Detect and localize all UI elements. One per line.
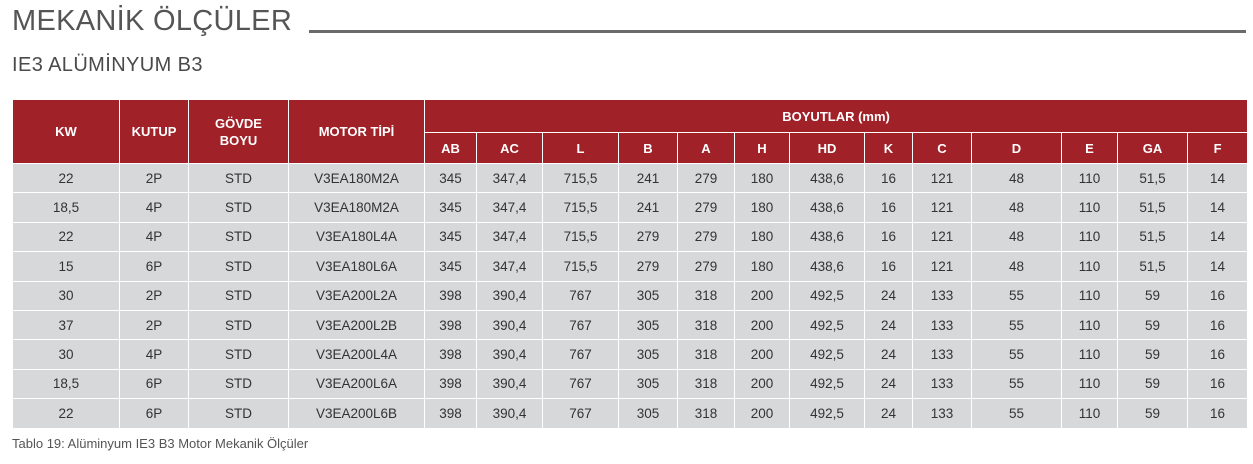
table-cell: 48 [972, 252, 1062, 281]
table-cell: 110 [1062, 222, 1118, 251]
table-row [13, 281, 1248, 310]
table-cell: 14 [1188, 164, 1248, 193]
table-row [13, 399, 1248, 428]
table-cell: V3EA180L6A [289, 252, 425, 281]
table-row [13, 310, 1248, 339]
table-cell: V3EA200L2A [289, 281, 425, 310]
table-cell: 279 [619, 222, 678, 251]
table-cell: STD [189, 193, 289, 222]
table-cell: V3EA200L6B [289, 399, 425, 428]
table-cell: 767 [543, 399, 619, 428]
table-cell: 305 [619, 340, 678, 369]
table-cell: 14 [1188, 252, 1248, 281]
title-row [12, 4, 1246, 40]
table-cell: 55 [972, 310, 1062, 339]
header-row-top [13, 100, 1248, 133]
table-cell: 492,5 [790, 340, 865, 369]
table-cell: STD [189, 164, 289, 193]
table-cell: 438,6 [790, 164, 865, 193]
table-cell: 492,5 [790, 369, 865, 398]
table-cell: 200 [735, 369, 790, 398]
header-dim-h: H [735, 133, 790, 164]
header-dim-ga: GA [1118, 133, 1188, 164]
table-cell: 59 [1118, 310, 1188, 339]
table-cell: 24 [865, 281, 913, 310]
table-cell: 318 [678, 369, 735, 398]
table-cell: 15 [13, 252, 120, 281]
table-cell: 30 [13, 281, 120, 310]
table-cell: 110 [1062, 252, 1118, 281]
table-cell: 59 [1118, 281, 1188, 310]
table-cell: 492,5 [790, 310, 865, 339]
table-cell: 398 [425, 399, 477, 428]
table-cell: 492,5 [790, 281, 865, 310]
header-kutup: KUTUP [120, 100, 189, 164]
table-cell: 180 [735, 164, 790, 193]
table-cell: STD [189, 340, 289, 369]
table-cell: 30 [13, 340, 120, 369]
table-cell: 110 [1062, 369, 1118, 398]
table-cell: 347,4 [477, 222, 543, 251]
table-row [13, 340, 1248, 369]
dimensions-table [12, 99, 1248, 429]
table-cell: 24 [865, 340, 913, 369]
table-cell: 133 [913, 369, 972, 398]
table-cell: 345 [425, 252, 477, 281]
table-cell: 390,4 [477, 369, 543, 398]
table-cell: V3EA180M2A [289, 164, 425, 193]
table-cell: 279 [678, 164, 735, 193]
table-cell: 18,5 [13, 369, 120, 398]
table-cell: 16 [1188, 281, 1248, 310]
table-cell: STD [189, 399, 289, 428]
table-row [13, 193, 1248, 222]
section-subtitle: IE3 ALÜMİNYUM B3 [12, 54, 203, 76]
table-cell: 279 [678, 222, 735, 251]
header-dim-l: L [543, 133, 619, 164]
table-cell: 51,5 [1118, 193, 1188, 222]
table-cell: 24 [865, 310, 913, 339]
table-cell: 438,6 [790, 193, 865, 222]
table-cell: 180 [735, 193, 790, 222]
header-dim-e: E [1062, 133, 1118, 164]
table-cell: 180 [735, 222, 790, 251]
table-cell: 59 [1118, 340, 1188, 369]
table-cell: 24 [865, 369, 913, 398]
table-cell: 398 [425, 310, 477, 339]
table-cell: STD [189, 369, 289, 398]
table-cell: 55 [972, 281, 1062, 310]
table-cell: 110 [1062, 340, 1118, 369]
table-cell: 438,6 [790, 252, 865, 281]
table-cell: 55 [972, 369, 1062, 398]
table-cell: 16 [865, 164, 913, 193]
header-dim-b: B [619, 133, 678, 164]
table-cell: 16 [865, 252, 913, 281]
table-cell: 48 [972, 193, 1062, 222]
header-govde-line1: GÖVDE [215, 115, 262, 131]
header-dim-d: D [972, 133, 1062, 164]
table-cell: 318 [678, 340, 735, 369]
header-govde-line2: BOYU [219, 132, 258, 148]
table-cell: 110 [1062, 193, 1118, 222]
table-cell: 279 [678, 193, 735, 222]
table-cell: 133 [913, 281, 972, 310]
table-cell: 318 [678, 399, 735, 428]
table-cell: STD [189, 281, 289, 310]
table-cell: 492,5 [790, 399, 865, 428]
table-cell: 51,5 [1118, 164, 1188, 193]
table-cell: 48 [972, 222, 1062, 251]
table-cell: 24 [865, 399, 913, 428]
table-cell: 200 [735, 281, 790, 310]
table-row [13, 252, 1248, 281]
table-cell: 305 [619, 399, 678, 428]
table-cell: 715,5 [543, 164, 619, 193]
table-cell: 4P [120, 222, 189, 251]
table-cell: 48 [972, 164, 1062, 193]
table-cell: 345 [425, 222, 477, 251]
table-cell: 51,5 [1118, 252, 1188, 281]
table-cell: 200 [735, 310, 790, 339]
header-dim-ab: AB [425, 133, 477, 164]
table-cell: 279 [678, 252, 735, 281]
header-dim-a: A [678, 133, 735, 164]
title-rule [309, 30, 1246, 33]
table-cell: 180 [735, 252, 790, 281]
table-cell: 22 [13, 222, 120, 251]
table-cell: 305 [619, 369, 678, 398]
table-cell: 767 [543, 369, 619, 398]
table-cell: 133 [913, 399, 972, 428]
page-title: MEKANİK ÖLÇÜLER [12, 5, 293, 37]
table-cell: 715,5 [543, 252, 619, 281]
table-cell: STD [189, 222, 289, 251]
table-cell: 318 [678, 310, 735, 339]
table-cell: 16 [1188, 340, 1248, 369]
table-cell: 59 [1118, 369, 1188, 398]
table-cell: V3EA200L6A [289, 369, 425, 398]
table-cell: 767 [543, 340, 619, 369]
table-cell: 767 [543, 281, 619, 310]
table-cell: 55 [972, 340, 1062, 369]
header-dim-c: C [913, 133, 972, 164]
table-cell: 347,4 [477, 164, 543, 193]
table-cell: 6P [120, 399, 189, 428]
table-cell: 110 [1062, 310, 1118, 339]
table-cell: 110 [1062, 281, 1118, 310]
table-cell: 121 [913, 252, 972, 281]
header-dim-ac: AC [477, 133, 543, 164]
table-cell: 241 [619, 164, 678, 193]
table-cell: 22 [13, 399, 120, 428]
table-cell: 2P [120, 164, 189, 193]
header-govde-boyu [189, 100, 289, 164]
table-cell: 200 [735, 340, 790, 369]
table-cell: 2P [120, 310, 189, 339]
table-cell: 715,5 [543, 193, 619, 222]
table-cell: 318 [678, 281, 735, 310]
table-cell: 398 [425, 340, 477, 369]
table-cell: 16 [1188, 399, 1248, 428]
table-cell: V3EA200L4A [289, 340, 425, 369]
table-cell: 16 [865, 222, 913, 251]
header-kw: KW [13, 100, 120, 164]
table-cell: 2P [120, 281, 189, 310]
table-cell: V3EA180M2A [289, 193, 425, 222]
table-cell: 59 [1118, 399, 1188, 428]
table-cell: 438,6 [790, 222, 865, 251]
table-cell: 16 [865, 193, 913, 222]
header-dim-k: K [865, 133, 913, 164]
table-cell: STD [189, 252, 289, 281]
table-cell: 37 [13, 310, 120, 339]
table-cell: 390,4 [477, 340, 543, 369]
table-cell: 121 [913, 193, 972, 222]
table-cell: 55 [972, 399, 1062, 428]
table-cell: 51,5 [1118, 222, 1188, 251]
table-cell: 715,5 [543, 222, 619, 251]
table-cell: 345 [425, 193, 477, 222]
table-cell: 14 [1188, 193, 1248, 222]
table-cell: 6P [120, 369, 189, 398]
table-cell: 241 [619, 193, 678, 222]
table-cell: 4P [120, 193, 189, 222]
table-cell: 121 [913, 164, 972, 193]
table-cell: 110 [1062, 399, 1118, 428]
table-cell: 133 [913, 340, 972, 369]
table-cell: 14 [1188, 222, 1248, 251]
table-cell: 200 [735, 399, 790, 428]
table-cell: 22 [13, 164, 120, 193]
table-cell: STD [189, 310, 289, 339]
table-cell: 6P [120, 252, 189, 281]
table-cell: 305 [619, 281, 678, 310]
table-body [13, 164, 1248, 429]
table-cell: V3EA180L4A [289, 222, 425, 251]
header-boyutlar: BOYUTLAR (mm) [425, 100, 1248, 133]
table-caption: Tablo 19: Alüminyum IE3 B3 Motor Mekanik Ölçüler [12, 436, 309, 451]
table-cell: 305 [619, 310, 678, 339]
table-cell: 16 [1188, 369, 1248, 398]
table-cell: 18,5 [13, 193, 120, 222]
table-row [13, 222, 1248, 251]
header-dim-f: F [1188, 133, 1248, 164]
table-cell: 133 [913, 310, 972, 339]
table-cell: 398 [425, 281, 477, 310]
table-row [13, 164, 1248, 193]
table-cell: 4P [120, 340, 189, 369]
header-motor-tipi: MOTOR TİPİ [289, 100, 425, 164]
table-cell: 390,4 [477, 310, 543, 339]
table-cell: 16 [1188, 310, 1248, 339]
table-cell: 767 [543, 310, 619, 339]
table-cell: V3EA200L2B [289, 310, 425, 339]
table-cell: 110 [1062, 164, 1118, 193]
table-cell: 347,4 [477, 193, 543, 222]
header-dim-hd: HD [790, 133, 865, 164]
table-cell: 398 [425, 369, 477, 398]
table-cell: 121 [913, 222, 972, 251]
table-cell: 390,4 [477, 399, 543, 428]
table-cell: 390,4 [477, 281, 543, 310]
table-cell: 345 [425, 164, 477, 193]
table-cell: 279 [619, 252, 678, 281]
table-cell: 347,4 [477, 252, 543, 281]
table-row [13, 369, 1248, 398]
